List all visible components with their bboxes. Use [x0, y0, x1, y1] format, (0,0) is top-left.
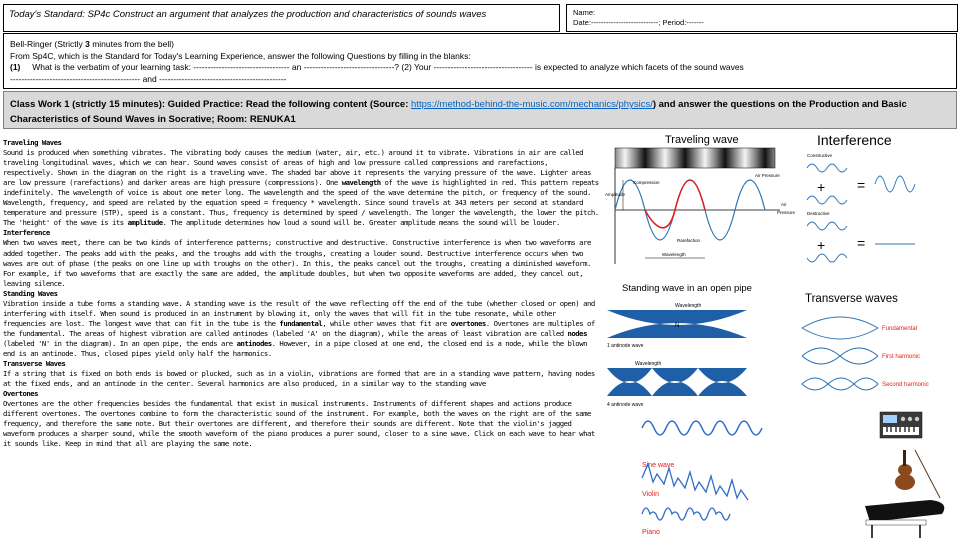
destructive-wave-2: [807, 254, 847, 262]
synthesizer-icon: [880, 412, 922, 438]
transverse-waves-title: Transverse waves: [805, 293, 898, 305]
pipe-1-label: 1 antinode wave: [607, 343, 644, 349]
pipe-2-antinode: A: [609, 381, 614, 387]
traveling-waves-heading: Traveling Waves: [3, 138, 62, 147]
pipe-1-antinode-left: A: [609, 323, 614, 329]
constructive-equals: =: [857, 177, 866, 193]
interference-paragraph: When two waves meet, there can be two kinds of interference patterns; constructive and destructive. Constructive interference is when two waveforms are added together. The peaks add with the peaks, and the troughs add with the troughs, creating a louder sound. Destructive interference occurs when two waves are out of phase (the peaks on one line up with troughs on the other). In this, the peaks cancel out the troughs, creating a diminished waveform. For example, if two waveforms that are exactly the same are added, the amplitude doubles, but when two opposite waveforms are added, they cancel out, leaving silence.: [3, 238, 591, 288]
air-pressure-label: Air Pressure: [755, 173, 780, 178]
standing-waves-heading: Standing Waves: [3, 288, 58, 298]
rarefaction-label: Rarefaction: [677, 238, 701, 243]
second-harmonic-label: Second harmonic: [882, 382, 929, 388]
second-harmonic-wave-b: [802, 378, 878, 390]
standing-wave-title: Standing wave in an open pipe: [622, 283, 752, 294]
interference-figure: [805, 130, 960, 270]
violin-label: Violin: [642, 491, 659, 498]
wavelength-label: Wavelength: [662, 252, 686, 257]
first-harmonic-label: First harmonic: [882, 354, 921, 360]
standard-text: Today's Standard: SP4c Construct an argument that analyzes the production and characteristics of sounds waves: [9, 9, 487, 20]
constructive-wave-2: [807, 196, 847, 204]
transverse-waves-figure: [800, 288, 958, 410]
fundamental-wave-top: [802, 317, 878, 328]
bellringer-instructions: From Sp4C, which is the Standard for Today's Learning Experience, answer the following Questions by filling in the blanks:: [10, 50, 471, 61]
overtones-paragraph: Overtones are the other frequencies besides the fundamental that exist in musical instruments. Instruments of different shapes and actions produce different overtones. The overtones combine to form the characteristic sound of the instrument. For example, both the waves on the right are of the same frequency, and therefore the same note. But their overtones are different, and therefore their sounds are different. Note that the violin's jagged waveform produces a sharper sound, while the smooth waveform of the piano produces a purer sound, closer to a sine wave. Click on each wave to hear what it sounds like. Keep in mind that all are playing the same note.: [3, 399, 595, 449]
bellringer-question-1: (1) What is the verbatim of your learning task: ---------------------------------- an --------------------------------? (2) Your ----------------------------------- is expected to analyze which facets of the sound waves: [10, 62, 744, 72]
standing-wave-figure: [605, 280, 795, 408]
source-link[interactable]: https://method-behind-the-music.com/mechanics/physics/: [411, 99, 653, 110]
pipe-1-antinode-right: A: [740, 323, 745, 329]
destructive-label: Destructive: [807, 211, 830, 216]
constructive-result: [875, 176, 915, 192]
date-period-line: Date:---------------------------; Period:-------: [573, 18, 704, 27]
name-date-box: [566, 4, 958, 32]
constructive-label: Constructive: [807, 153, 833, 158]
pressure-bar: [615, 148, 775, 168]
overtones-heading: Overtones: [3, 389, 39, 399]
pipe-1-node: N: [675, 323, 680, 329]
first-harmonic-wave-b: [802, 348, 878, 364]
pressure-label: Pressure: [777, 210, 796, 215]
violin-icon: [895, 450, 940, 498]
interference-title: Interference: [817, 132, 892, 148]
transverse-waves-heading: Transverse Waves: [3, 359, 66, 369]
fundamental-wave-bottom: [802, 328, 878, 339]
air-label: Air: [781, 202, 787, 207]
piano-label: Piano: [642, 529, 660, 536]
sine-wave-label: Sine wave: [642, 462, 675, 469]
interference-heading: Interference: [3, 228, 50, 238]
overtones-figure: [640, 410, 958, 540]
standing-wavelength-label-1: Wavelength: [675, 303, 702, 309]
piano-wave-curve[interactable]: [642, 508, 730, 520]
amplitude-label: Amplitude: [605, 192, 626, 197]
fundamental-label: Fundamental: [882, 326, 918, 332]
wavelength-highlight: [645, 180, 705, 228]
destructive-plus: +: [817, 237, 826, 253]
reading-text: [3, 138, 601, 449]
second-harmonic-wave-a: [802, 378, 878, 390]
bellringer-title: Bell-Ringer (Strictly 3 minutes from the bell): [10, 39, 174, 49]
grand-piano-icon: [865, 500, 944, 538]
classwork-box: Class Work 1 (strictly 15 minutes): Guided Practice: Read the following content (Source: https://method-behind-the-music.com/mechanics/physics/) and answer the questions on the Production and Basic Characteristics of Sound Waves in Socrative; Room: RENUKA1: [3, 91, 957, 129]
traveling-waves-paragraph: Sound is produced when something vibrates. The vibrating body causes the medium (water, air, etc.) around it to vibrate. Vibrations in air are called traveling longitudinal waves, which we can hear. Sound waves consist of areas of high and low pressure called compressions and rarefactions, respectively. Shown in the diagram on the right is a traveling wave. The shaded bar above it represents the varying pressure of the wave. Lighter areas are low pressure (rarefactions) and darker areas are high pressure (compressions). One wavelength of the wave is highlighted in red. This pattern repeats indefinitely. The wavelength of voice is about one meter long. The wavelength and the speed of the wave determine the pitch, or frequency of the sound. Wavelength, frequency, and speed are related by the equation speed = frequency * wavelength. Since sound travels at 343 meters per second at standard temperature and pressure (STP), speed is a constant. Thus, frequency is determined by speed / wavelength. The longer the wavelength, the lower the pitch. The 'height' of the wave is its amplitude. The amplitude determines how loud a sound will be. Greater amplitude means the sound will be louder.: [3, 148, 599, 228]
constructive-wave-1: [807, 164, 847, 172]
standard-box: [3, 4, 560, 32]
bellringer-blank-line: ---------------------------------------------- and ---------------------------------------------: [10, 73, 287, 84]
destructive-equals: =: [857, 235, 866, 251]
traveling-wave-figure: [605, 132, 800, 270]
compression-label: Compression: [633, 180, 660, 185]
transverse-waves-paragraph: If a string that is fixed on both ends is bowed or plucked, such as in a violin, vibrations are formed that are in a standing wave pattern, having nodes at the fixed ends, and an antinode in the center. Several harmonics are also produced, in a similar way to the standing wave: [3, 369, 595, 389]
name-label: Name:: [573, 8, 596, 17]
sine-wave-curve[interactable]: [642, 421, 762, 435]
bellringer-box: [3, 33, 957, 89]
traveling-wave-title: Traveling wave: [665, 134, 739, 146]
pipe-2-label: 4 antinode wave: [607, 402, 644, 408]
constructive-plus: +: [817, 179, 826, 195]
standing-wavelength-label-2: Wavelength: [635, 361, 662, 367]
destructive-wave-1: [807, 222, 847, 230]
standing-waves-paragraph: Vibration inside a tube forms a standing wave. A standing wave is the result of the wave reflecting off the end of the tube (whether closed or open) and interfering with itself. When sound is produced in an instrument by blowing it, only the waves that will fit in the tube resonate, while other frequencies are lost. The longest wave that can fit in the tube is the fundamental, while other waves that fit are overtones. Overtones are multiples of the fundamental. The areas of highest vibration are called antinodes (labeled 'A' on the diagram), while the areas of least vibration are called nodes (labeled 'N' in the diagram). In an open pipe, the ends are antinodes. However, in a pipe closed at one end, the closed end is a node, while the blown end is an antinode. Thus, closed pipes yield only half the harmonics.: [3, 298, 595, 358]
